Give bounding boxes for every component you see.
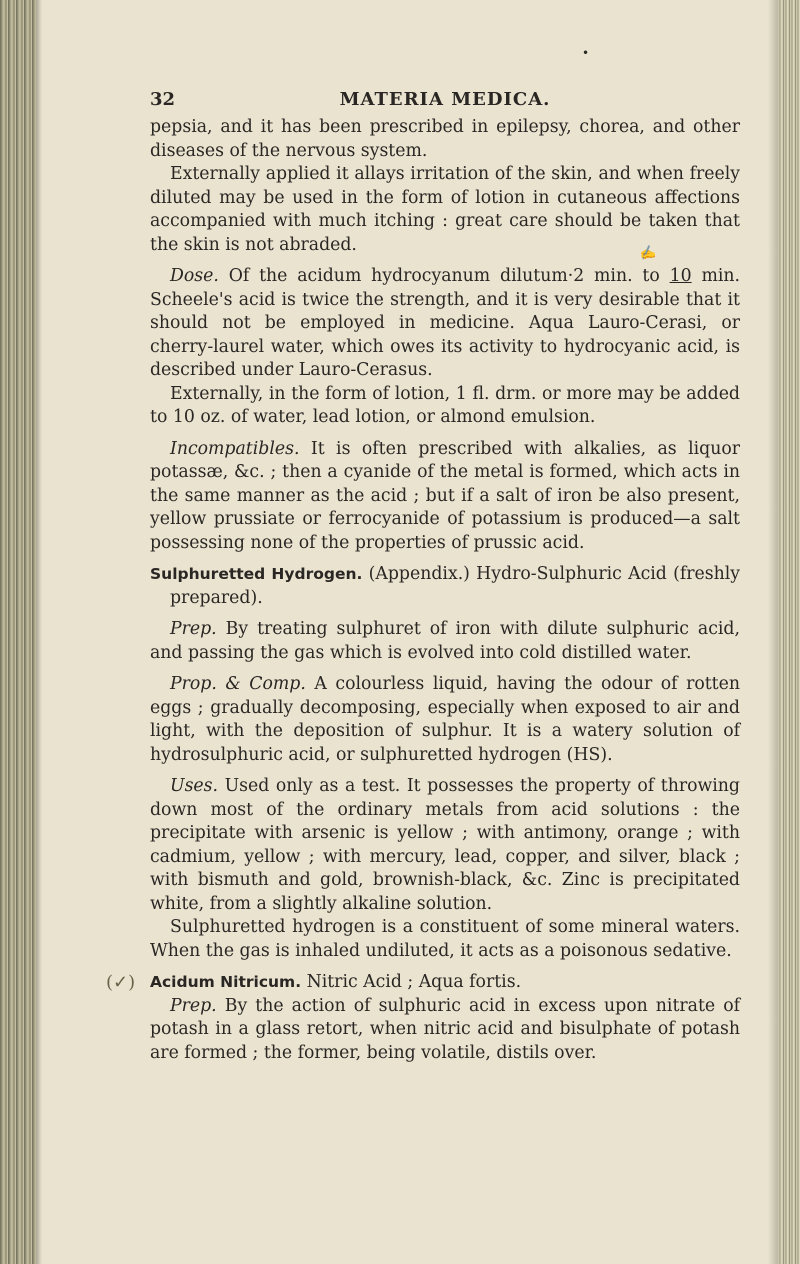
paragraph-dose: Dose. Of the acidum hydrocyanum dilutum·2 min. to 10 min. Scheele's acid is twice the strength, and it is very desirable that it should not be employed in medicine. Aqua Lauro-Cerasi, or cherry-laurel water, which owes its activity to hydrocyanic acid, is described under Lauro-Cerasus. — [150, 266, 741, 380]
page-number: 32 — [150, 89, 176, 110]
book-page — [106, 46, 741, 1065]
paragraph-uses: Uses. Used only as a test. It possesses the property of throwing down most of the ordinary metals from acid solutions : the precipitate with arsenic is yellow ; with antimony, orange ; with cadmium, yellow ; with mercury, lead, copper, and silver, black ; with bismuth and gold, brownish-black, &c. Zinc is precipitated white, from a slightly alkaline solution. — [150, 776, 740, 914]
page-header — [150, 46, 740, 110]
paragraph-prep-nitric: Prep. By the action of sulphuric acid in excess upon nitrate of potash in a glass retort, when nitric acid and bisulphate of potash are formed ; the former, being volatile, distils over. — [150, 995, 740, 1063]
book-spine — [0, 0, 36, 1264]
ink-dot: • — [582, 46, 590, 60]
paragraph-prop-comp: Prop. & Comp. A colourless liquid, having the odour of rotten eggs ; gradually decomposing, especially when exposed to air and light, with the deposition of sulphur. It is a watery solution of hydrosulphuric acid, or sulphuretted hydrogen (HS). — [150, 674, 740, 765]
page-edge — [778, 0, 800, 1264]
paragraph-incompatibles: Incompatibles. It is often prescribed with alkalies, as liquor potassæ, &c. ; then a cyanide of the metal is formed, which acts in the same manner as the acid ; but if a salt of iron be also present, yellow prussiate or ferrocyanide of potassium is produced—a salt possessing none of the properties of prussic acid. — [150, 438, 740, 553]
paragraph-sulph-mineral-waters: Sulphuretted hydrogen is a constituent of some mineral waters. When the gas is inhaled undiluted, it acts as a poisonous sedative. — [150, 917, 740, 961]
paragraph-externally-lotion: Externally, in the form of lotion, 1 fl. drm. or more may be added to 10 oz. of water, lead lotion, or almond emulsion. — [150, 383, 740, 427]
pencil-mark: (✓) — [106, 972, 136, 993]
heading-acidum-nitricum: (✓) Acidum Nitricum. Nitric Acid ; Aqua fortis. — [106, 972, 522, 993]
paragraph-externally-applied: Externally applied it allays irritation of the skin, and when freely diluted may be used in the form of lotion in cutaneous affections accompanied with much itching : great care should be taken that the skin is not abraded. — [150, 164, 740, 255]
heading-sulphuretted-hydrogen: Sulphuretted Hydrogen. (Appendix.) Hydro-Sulphuric Acid (freshly prepared). — [150, 564, 740, 608]
margin-annotation: ✍ — [638, 244, 658, 263]
paragraph-pepsia: pepsia, and it has been prescribed in epilepsy, chorea, and other diseases of the nervous system. — [150, 117, 740, 161]
paragraph-prep-sulph: Prep. By treating sulphuret of iron with dilute sulphuric acid, and passing the gas which is evolved into cold distilled water. — [150, 619, 740, 663]
running-title: MATERIA MEDICA. — [339, 89, 551, 110]
